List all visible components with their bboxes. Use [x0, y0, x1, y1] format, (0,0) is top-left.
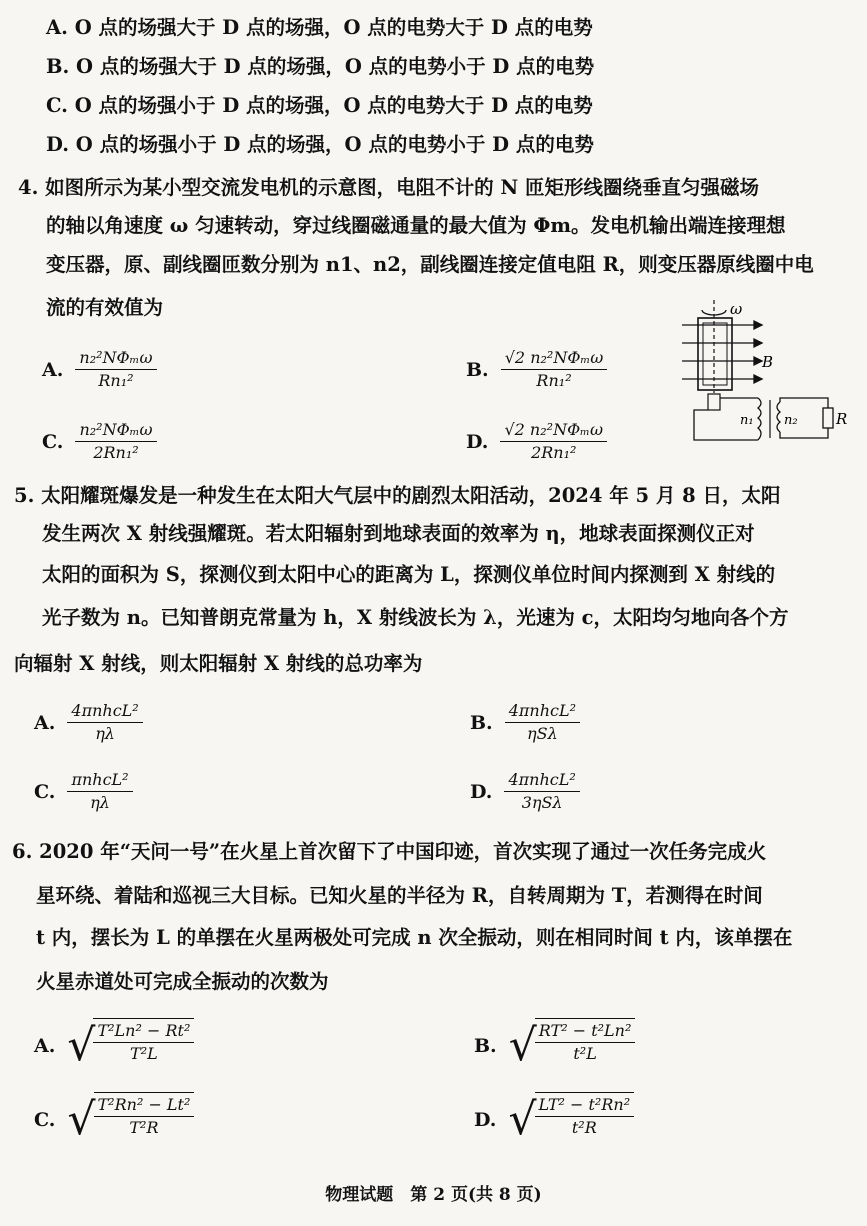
q5-option-c — [34, 770, 133, 813]
option-label: A. — [34, 1035, 56, 1057]
rectangular-coil-inner — [703, 323, 727, 385]
radicand — [94, 1092, 195, 1148]
q4-stem-line-2: 的轴以角速度 ω 匀速转动，穿过线圈磁通量的最大值为 Φm。发电机输出端连接理想 — [46, 214, 786, 237]
option-label: C. — [34, 1109, 56, 1131]
q5-stem-line-4: 光子数为 n。已知普朗克常量为 h，X 射线波长为 λ，光速为 c，太阳均匀地向各个方 — [42, 606, 789, 629]
fraction — [505, 701, 580, 744]
q5-option-d — [470, 770, 580, 813]
numerator: LT² − t²Rn² — [535, 1095, 635, 1117]
q3-option-c: C. O 点的场强小于 D 点的场强，O 点的电势大于 D 点的电势 — [46, 94, 593, 117]
option-label: A. — [34, 711, 56, 734]
numerator: √2 n₂²NΦₘω — [501, 348, 608, 370]
square-root — [509, 1018, 636, 1074]
q4-stem-line-1: 4. 如图所示为某小型交流发电机的示意图，电阻不计的 N 匝矩形线圈绕垂直匀强磁场 — [18, 176, 760, 199]
q6-option-c — [34, 1092, 194, 1148]
q6-option-b — [474, 1018, 635, 1074]
q3-option-d: D. O 点的场强小于 D 点的场强，O 点的电势小于 D 点的电势 — [46, 133, 594, 156]
denominator: t²L — [573, 1044, 597, 1063]
square-root — [67, 1092, 194, 1148]
denominator: Rn₁² — [98, 371, 134, 390]
q4-stem-line-4: 流的有效值为 — [46, 296, 164, 319]
fraction — [67, 770, 132, 813]
q5-option-a — [34, 701, 143, 744]
q5-option-b — [470, 701, 580, 744]
numerator: RT² − t²Ln² — [535, 1021, 636, 1043]
numerator: T²Rn² − Lt² — [94, 1095, 195, 1117]
secondary-wire-lower — [780, 428, 828, 438]
omega-label: ω — [730, 300, 743, 318]
q4-stem-line-3: 变压器，原、副线圈匝数分别为 n1、n2，副线圈连接定值电阻 R，则变压器原线圈中电 — [46, 253, 814, 276]
radical-sign: √ — [508, 1020, 537, 1071]
radical-sign: √ — [67, 1094, 96, 1145]
q6-stem-line-2: 星环绕、着陆和巡视三大目标。已知火星的半径为 R，自转周期为 T，若测得在时间 — [36, 884, 763, 907]
option-label: B. — [466, 358, 489, 381]
radical-sign: √ — [67, 1020, 96, 1071]
resistor-label: R — [836, 410, 848, 428]
q6-stem-line-4: 火星赤道处可完成全振动的次数为 — [36, 970, 329, 993]
numerator: πnhcL² — [67, 770, 132, 792]
numerator: 4πnhcL² — [67, 701, 142, 723]
fraction — [504, 770, 579, 813]
denominator: T²R — [129, 1118, 159, 1137]
denominator: t²R — [571, 1118, 597, 1137]
denominator: 2Rn₁² — [93, 443, 139, 462]
numerator: n₂²NΦₘω — [75, 420, 156, 442]
fraction — [500, 420, 607, 463]
fraction — [501, 348, 608, 391]
fraction — [75, 348, 156, 391]
resistor — [823, 408, 833, 428]
q4-option-b — [466, 348, 607, 391]
q6-stem-line-3: t 内，摆长为 L 的单摆在火星两极处可完成 n 次全振动，则在相同时间 t 内，该单摆在 — [36, 926, 793, 949]
fraction — [75, 420, 156, 463]
q6-option-d — [474, 1092, 634, 1148]
primary-coil — [758, 398, 761, 440]
slip-rings — [708, 394, 720, 410]
q3-option-a: A. O 点的场强大于 D 点的场强，O 点的电势大于 D 点的电势 — [46, 16, 593, 39]
radicand — [535, 1092, 635, 1148]
option-label: D. — [474, 1109, 497, 1131]
q4-option-a — [42, 348, 157, 391]
option-label: B. — [470, 711, 493, 734]
numerator: 4πnhcL² — [504, 770, 579, 792]
q5-stem-line-3: 太阳的面积为 S，探测仪到太阳中心的距离为 L，探测仪单位时间内探测到 X 射线的 — [42, 563, 776, 586]
denominator: T²L — [130, 1044, 158, 1063]
denominator: ηλ — [90, 793, 110, 812]
q5-stem-line-1: 5. 太阳耀斑爆发是一种发生在太阳大气层中的剧烈太阳活动，2024 年 5 月 8 日，太阳 — [14, 484, 781, 507]
option-label: A. — [42, 358, 64, 381]
square-root — [67, 1018, 194, 1074]
option-label: C. — [34, 780, 56, 803]
q6-stem-line-1: 6. 2020 年“天问一号”在火星上首次留下了中国印迹，首次实现了通过一次任务完成火 — [12, 840, 767, 863]
numerator: √2 n₂²NΦₘω — [500, 420, 607, 442]
n2-label: n₂ — [784, 413, 798, 428]
numerator: 4πnhcL² — [505, 701, 580, 723]
fraction — [94, 1095, 195, 1138]
denominator: ηSλ — [527, 724, 558, 743]
denominator: Rn₁² — [536, 371, 572, 390]
option-label: B. — [474, 1035, 497, 1057]
q3-option-b: B. O 点的场强大于 D 点的场强，O 点的电势小于 D 点的电势 — [46, 55, 595, 78]
fraction — [93, 1021, 194, 1064]
numerator: T²Ln² − Rt² — [93, 1021, 194, 1043]
n1-label: n₁ — [740, 413, 754, 428]
option-label: D. — [466, 430, 489, 453]
radical-sign: √ — [508, 1094, 537, 1145]
secondary-coil — [777, 402, 780, 432]
fraction — [67, 701, 142, 744]
q5-stem-line-5: 向辐射 X 射线，则太阳辐射 X 射线的总功率为 — [14, 652, 423, 675]
option-label: D. — [470, 780, 493, 803]
q4-option-d — [466, 420, 607, 463]
fraction — [535, 1095, 635, 1138]
q4-option-c — [42, 420, 157, 463]
magnetic-field-lines — [682, 321, 762, 383]
fraction — [535, 1021, 636, 1064]
denominator: ηλ — [95, 724, 115, 743]
page-footer: 物理试题 第 2 页(共 8 页) — [325, 1185, 542, 1205]
q5-stem-line-2: 发生两次 X 射线强耀斑。若太阳辐射到地球表面的效率为 η，地球表面探测仪正对 — [42, 522, 755, 545]
field-label: B — [762, 353, 774, 371]
secondary-wire-upper — [780, 398, 828, 408]
denominator: 3ηSλ — [521, 793, 563, 812]
radicand — [535, 1018, 636, 1074]
numerator: n₂²NΦₘω — [75, 348, 156, 370]
denominator: 2Rn₁² — [531, 443, 577, 462]
radicand — [93, 1018, 194, 1074]
square-root — [508, 1092, 634, 1148]
option-label: C. — [42, 430, 64, 453]
generator-transformer-figure — [680, 298, 850, 448]
q6-option-a — [34, 1018, 194, 1074]
